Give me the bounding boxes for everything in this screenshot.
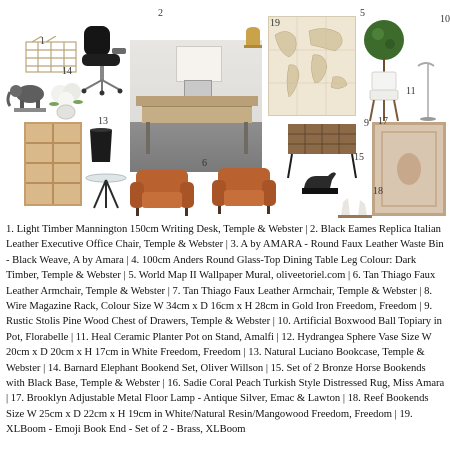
wall-picture (176, 46, 222, 82)
glass-top-table (84, 172, 128, 210)
elephant-bookend (6, 78, 50, 114)
writing-desk (136, 96, 258, 106)
turkish-rug (372, 122, 446, 216)
label-5: 5 (360, 8, 365, 19)
bookcase (24, 122, 82, 206)
label-18: 18 (373, 186, 383, 197)
moodboard (0, 0, 450, 220)
desk-leg-left (146, 122, 150, 154)
label-2: 2 (158, 8, 163, 19)
room-photo-desk (130, 40, 262, 172)
product-list-caption: 1. Light Timber Mannington 150cm Writing Desk, Temple & Webster | 2. Black Eames Replica Italian Leather Executive Office Chair, Temple & Webster | 3. A by AMARA - Round Faux Leather Waste Bin - Black Weave, A by Amara | 4. 100cm Anders Round Glass-Top Dining Table Leg Colour: Dark Timber, Temple & Webster | 5. World Map II Wallpaper Mural, oliveetoriel.com | 6. Tan Thiago Faux Leather Armchair, Temple & Webster | 7. Tan Thiago Faux Leather Armchair, Temple & Webster | 8. Wire Magazine Rack, Colour Size W 34cm x D 16cm x H 28cm in Gold Iron Freedom, Freedom | 9. Rustic Stolis Pine Wood Chest of Drawers, Temple & Webster | 10. Artificial Boxwood Ball Topiary in Pot, Florabelle | 11. Heal Ceramic Planter Pot on Stand, Amalfi | 12. Hydrangea Sphere Vase Size W 20cm x D 20cm x H 17cm in White Freedom, Freedom | 13. Natural Luciano Bookcase, Temple & Webster | 14. Barnard Elephant Bookend Set, Oliver Willson | 15. Set of 2 Bronze Horse Bookends with Black Base, Temple & Webster | 16. Sadie Coral Peach Turkish Style Distressed Rug, Miss Amara | 17. Brooklyn Adjustable Metal Floor Lamp - Antique Silver, Emac & Lawton | 18. Reef Bookends Size W 25cm x D 22cm x H 19cm in White/Natural Resin/Mangowood Freedom, Freedom | 19. XLBoom - Emoji Book End - Set of 2 - Brass, XLBoom (6, 224, 445, 436)
bookcase-divider (52, 124, 54, 204)
brass-bookend (244, 26, 262, 48)
label-13: 13 (98, 116, 108, 127)
label-15: 15 (354, 152, 364, 163)
label-10: 10 (440, 14, 450, 25)
tan-armchair-right (212, 166, 276, 216)
label-19: 19 (270, 18, 280, 29)
world-map-mural (268, 16, 356, 116)
label-17: 17 (378, 116, 388, 127)
reef-bookends (338, 196, 372, 218)
label-1: 1 (40, 36, 45, 47)
waste-bin (88, 128, 114, 164)
horse-bookends (300, 166, 340, 196)
rug-medallion (397, 153, 421, 185)
desk-leg-right (244, 122, 248, 154)
hydrangea-vase (46, 80, 86, 120)
floor-lamp (414, 60, 440, 122)
tan-armchair-left (130, 168, 194, 218)
desk-drawers (142, 106, 252, 123)
label-11: 11 (406, 86, 416, 97)
boxwood-topiary (360, 18, 408, 92)
map-shapes (269, 17, 355, 115)
label-14: 14 (62, 66, 72, 77)
label-9: 9 (364, 118, 369, 129)
label-6: 6 (202, 158, 207, 169)
